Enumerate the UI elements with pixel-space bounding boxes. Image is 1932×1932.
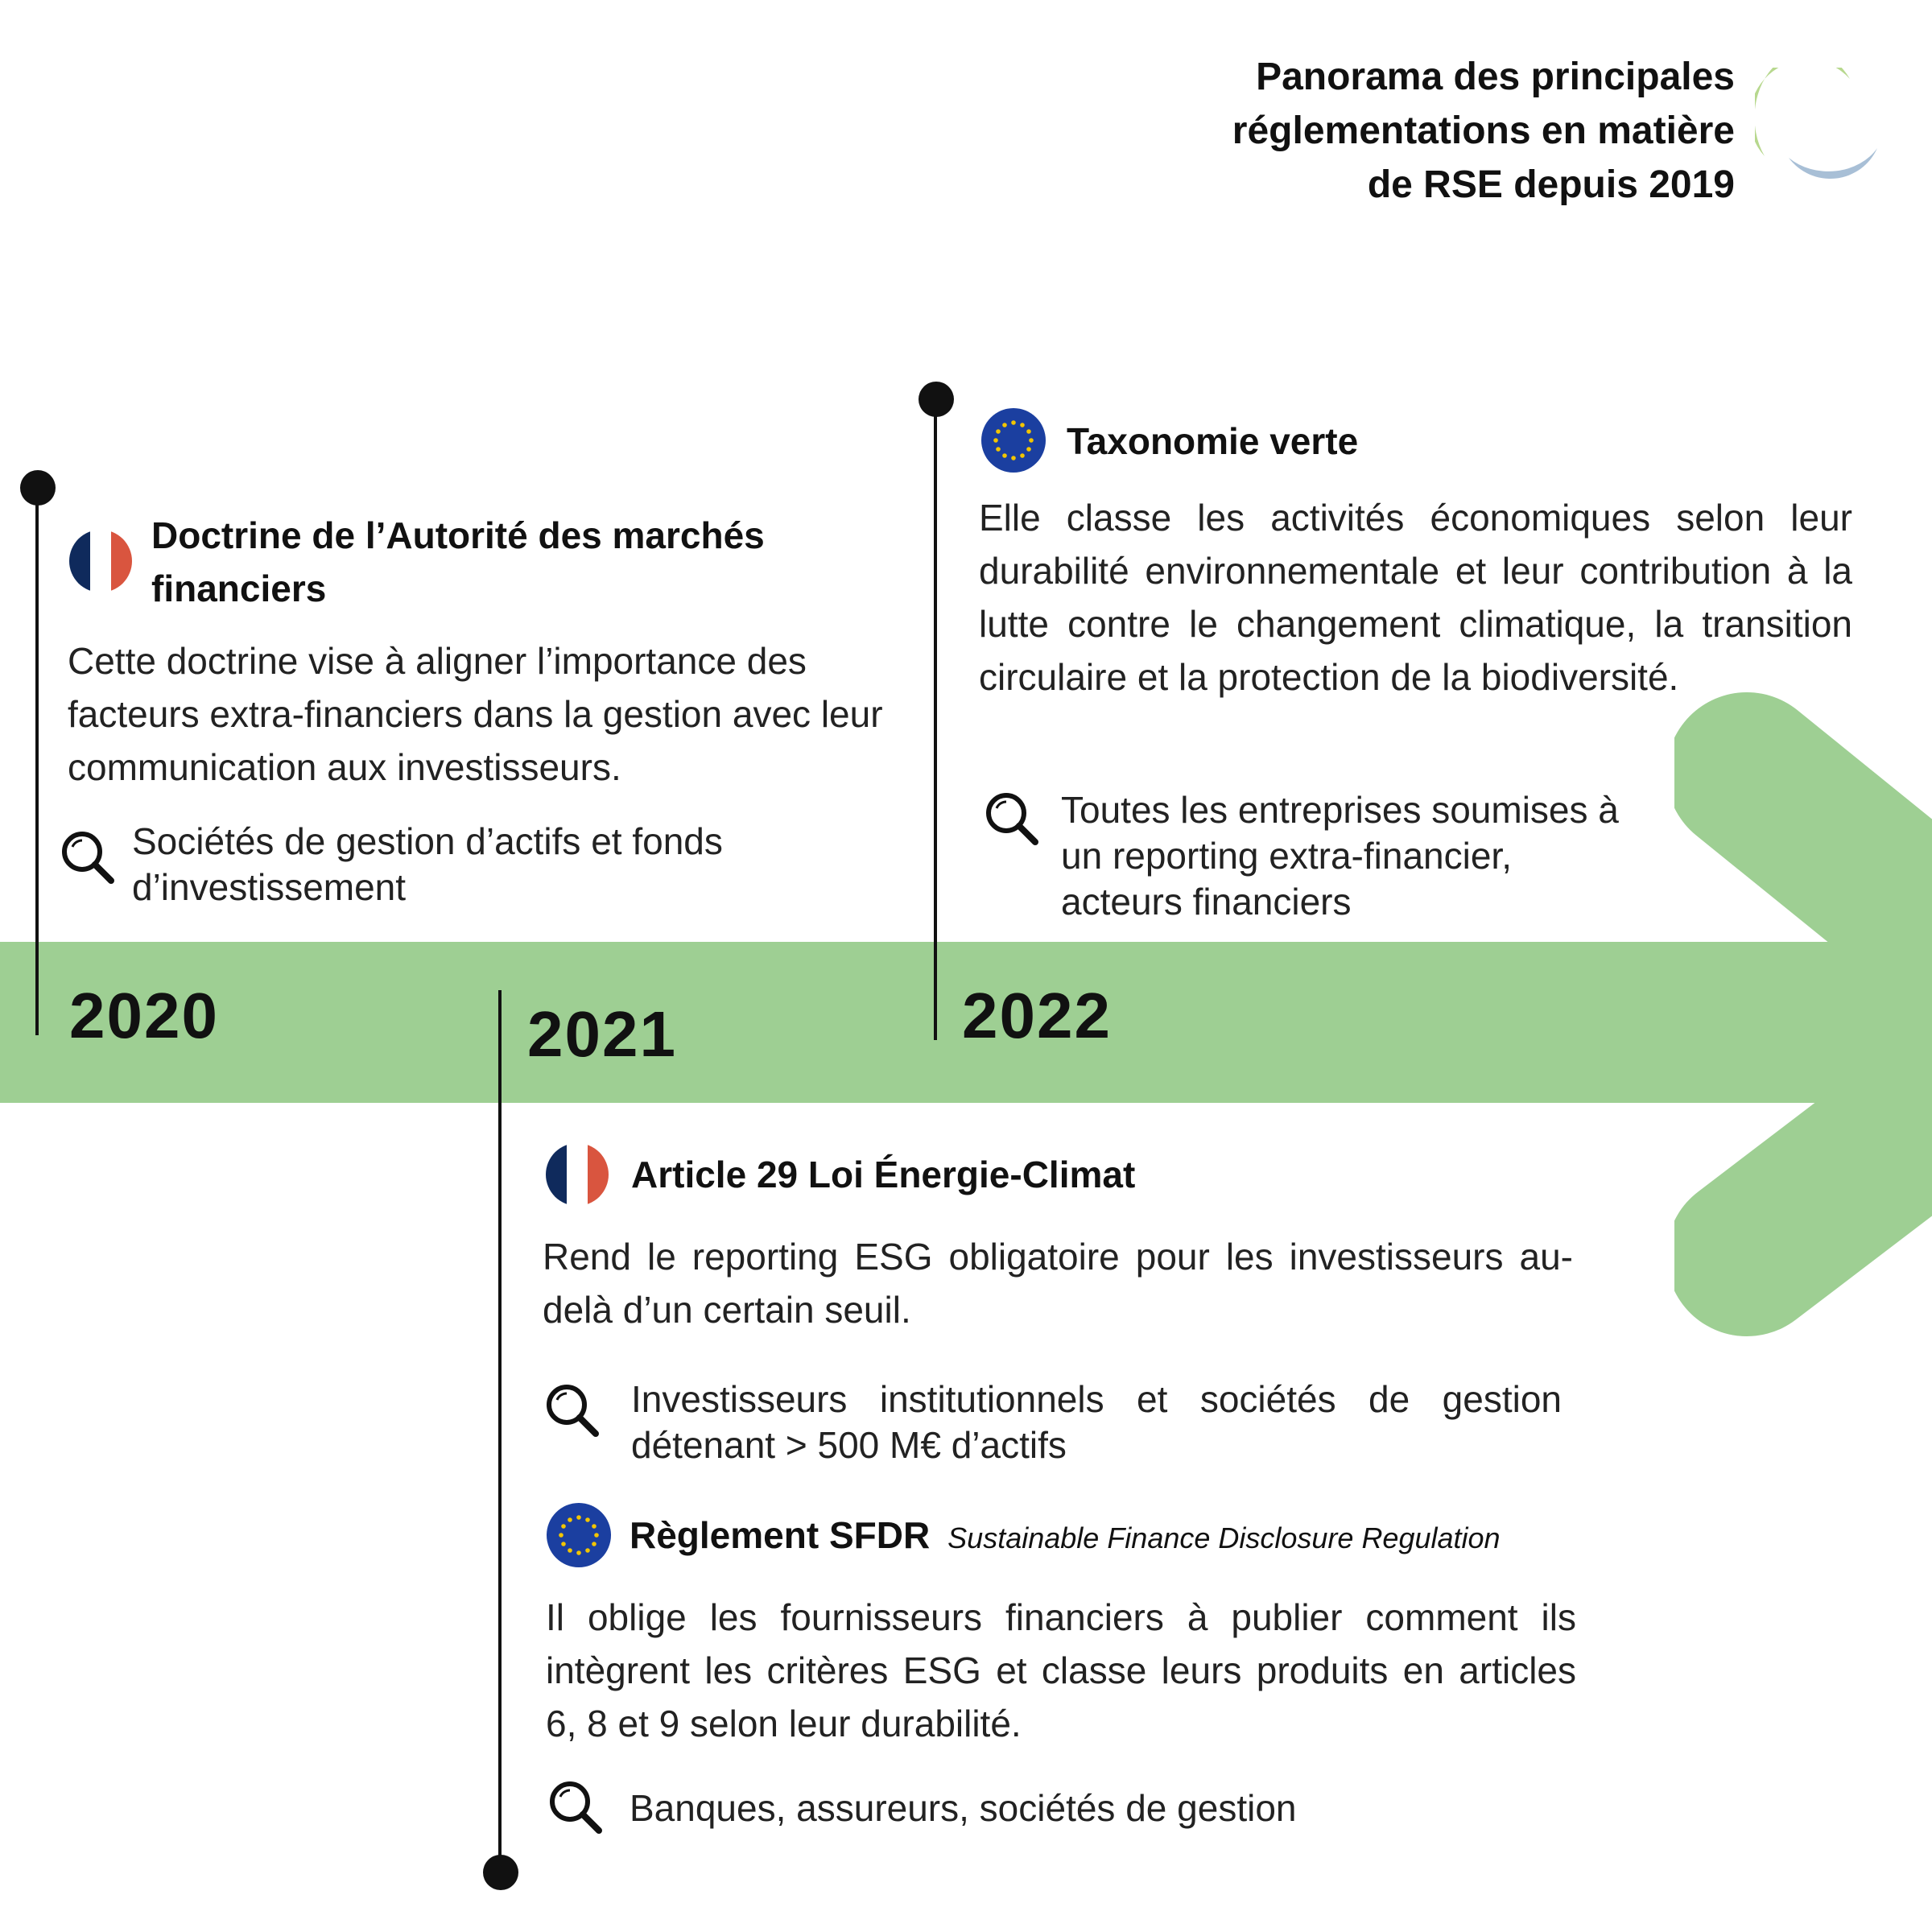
france-flag-icon: [68, 528, 134, 594]
event-title: [151, 509, 876, 615]
event-target: Investisseurs institutionnels et sociétés de gestion détenant > 500 M€ d’actifs: [631, 1378, 1562, 1466]
event-target: [132, 819, 857, 910]
event-title-line: financiers: [151, 568, 327, 609]
event-subtitle: Sustainable Finance Disclosure Regulation: [947, 1521, 1501, 1554]
timeline-band: [0, 942, 1852, 1103]
event-description: Cette doctrine vise à aligner l’importance des facteurs extra-financiers dans la gestion avec leur communication aux investisseurs.: [68, 640, 883, 788]
eu-flag-icon: [980, 407, 1046, 473]
event-target: [1061, 787, 1721, 925]
search-icon: [546, 1777, 605, 1837]
event-title: Article 29 Loi Énergie-Climat: [631, 1154, 1136, 1195]
search-icon: [543, 1381, 602, 1440]
event-target: Banques, assureurs, sociétés de gestion: [630, 1787, 1297, 1829]
timeline-dot-2021: [483, 1855, 518, 1890]
timeline-connector-2021: [498, 990, 502, 1872]
timeline-connector-2020: [35, 488, 39, 1035]
search-icon: [58, 828, 118, 887]
target-line: Sociétés de gestion d’actifs et fonds: [132, 820, 723, 862]
timeline-dot-2022: [919, 382, 954, 417]
event-description: Rend le reporting ESG obligatoire pour les investisseurs au-delà d’un certain seuil.: [543, 1236, 1573, 1331]
logo-blue-arc: [1789, 148, 1877, 179]
search-icon: [982, 789, 1042, 848]
event-title-main: Règlement SFDR: [630, 1514, 931, 1556]
timeline-dot-2020: [20, 470, 56, 506]
target-line: acteurs financiers: [1061, 881, 1352, 923]
target-line: Toutes les entreprises soumises à: [1061, 789, 1619, 831]
event-description: Il oblige les fournisseurs financiers à publier comment ils intègrent les critères ESG et classe leurs produits en articles 6, 8 et 9 selon leur durabilité.: [546, 1596, 1576, 1744]
year-label-2021: 2021: [527, 998, 677, 1070]
target-line: un reporting extra-financier,: [1061, 835, 1512, 877]
year-label-2022: 2022: [962, 980, 1112, 1051]
france-flag-icon: [544, 1141, 610, 1208]
title-line: de RSE depuis 2019: [1367, 163, 1735, 206]
eu-flag-icon: [546, 1502, 612, 1568]
logo-icon: [1755, 68, 1884, 196]
title-line: Panorama des principales: [1256, 56, 1735, 98]
title-line: réglementations en matière: [1232, 109, 1735, 152]
timeline-connector-2022: [934, 399, 937, 1040]
target-line: d’investissement: [132, 866, 407, 908]
event-description: Elle classe les activités économiques selon leur durabilité environnementale et leur contribution à la lutte contre le changement climatique, la transition circulaire et la protection de la biodiversité.: [979, 497, 1852, 698]
page-title: [1046, 50, 1735, 212]
event-title: [630, 1509, 1676, 1565]
logo-green-arc: [1755, 68, 1850, 156]
event-title: Taxonomie verte: [1067, 420, 1359, 462]
event-title-line: Doctrine de l’Autorité des marchés: [151, 514, 765, 556]
year-label-2020: 2020: [69, 980, 219, 1051]
